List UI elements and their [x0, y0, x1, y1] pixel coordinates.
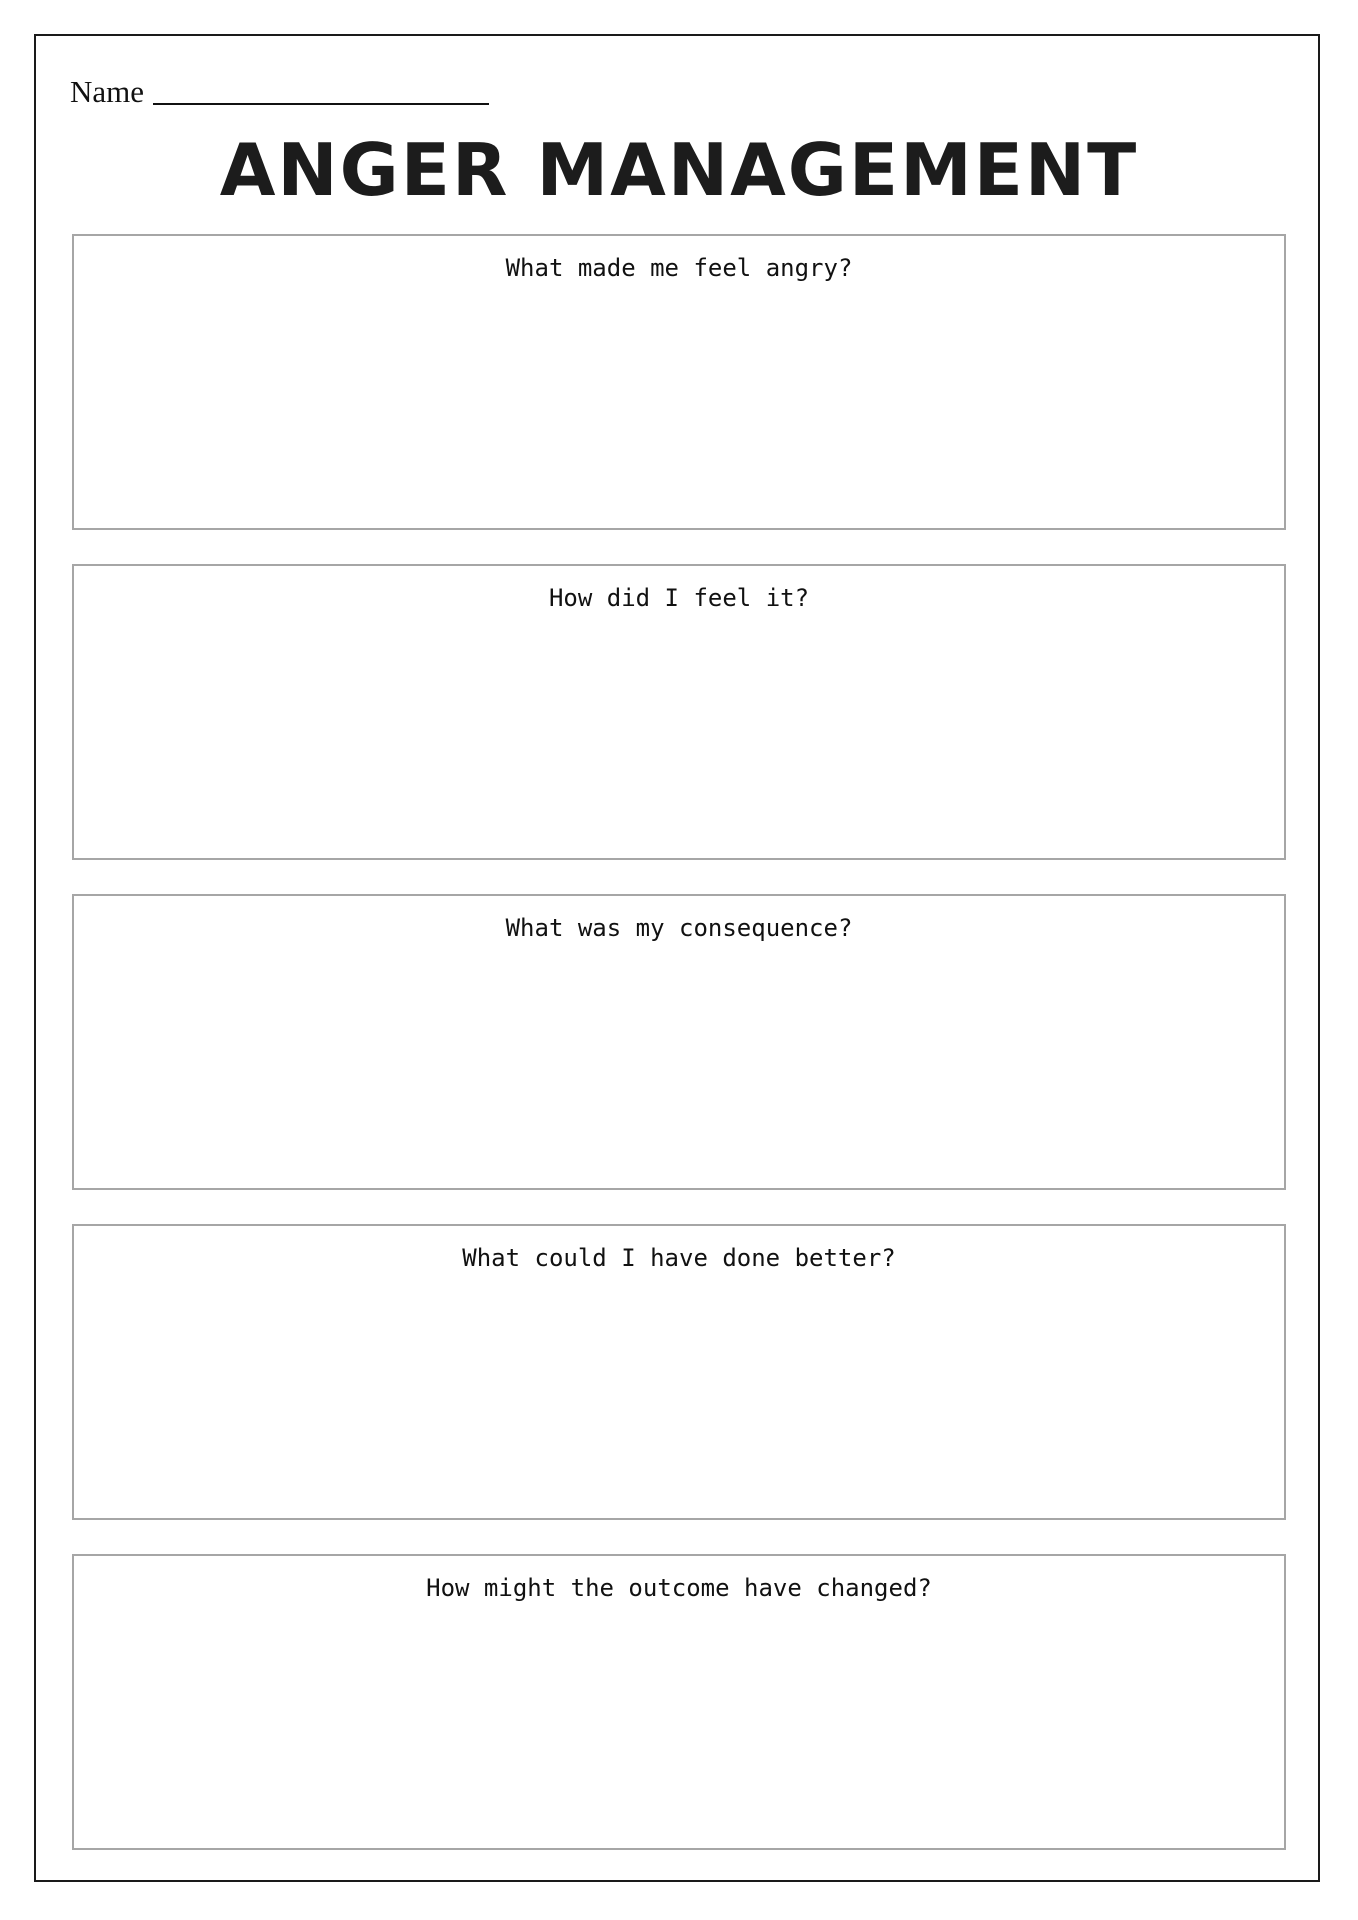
prompt-box-outcome-change[interactable] — [72, 1554, 1286, 1850]
name-label: Name — [70, 74, 145, 109]
name-blank-line[interactable] — [153, 103, 489, 105]
worksheet-title: ANGER MANAGEMENT — [219, 128, 1139, 212]
prompt-label: What was my consequence? — [505, 914, 853, 942]
prompt-label: What made me feel angry? — [505, 254, 853, 282]
prompt-box-do-better[interactable] — [72, 1224, 1286, 1520]
prompt-box-list — [72, 234, 1286, 1884]
name-row — [70, 70, 489, 110]
prompt-label: How did I feel it? — [548, 584, 810, 612]
prompt-box-consequence[interactable] — [72, 894, 1286, 1190]
prompt-box-angry-cause[interactable] — [72, 234, 1286, 530]
prompt-label: What could I have done better? — [462, 1244, 896, 1272]
prompt-box-feeling[interactable] — [72, 564, 1286, 860]
prompt-label: How might the outcome have changed? — [426, 1574, 932, 1602]
